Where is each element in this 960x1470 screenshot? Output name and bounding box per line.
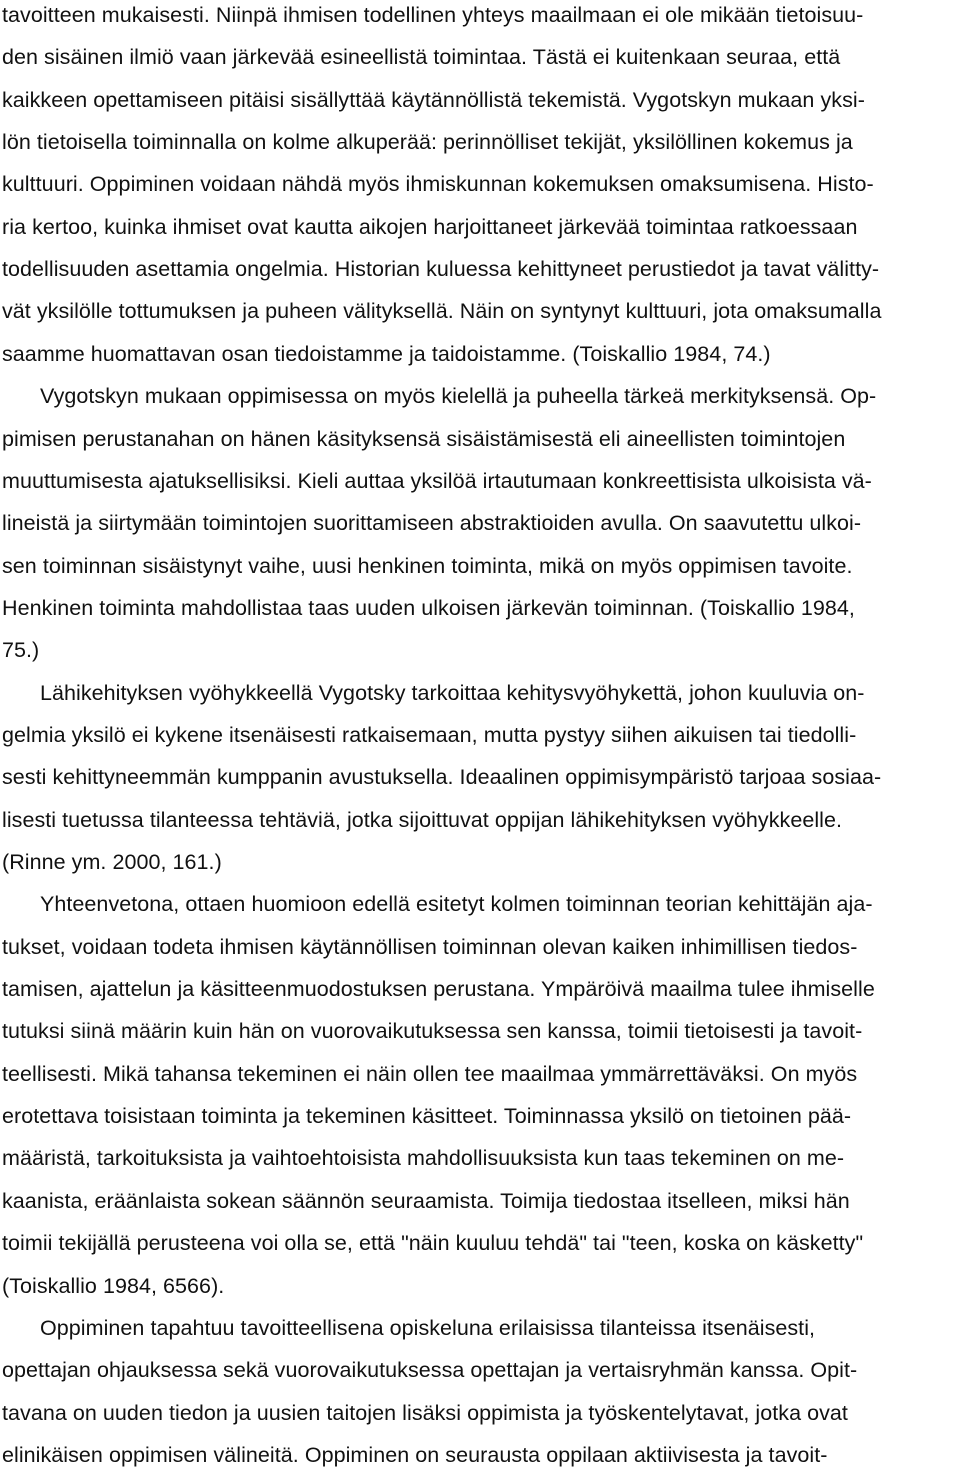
text-line: tavana on uuden tiedon ja uusien taitojen lisäksi oppimista ja työskentelytavat, jotka ovat [2,1400,848,1425]
text-line: kulttuuri. Oppiminen voidaan nähdä myös ihmiskunnan kokemuksen omaksumisena. Histo- [2,172,874,197]
text-line: kaanista, eräänlaista sokean säännön seuraamista. Toimija tiedostaa itselleen, miksi hän [2,1188,850,1213]
text-line: lisesti tuetussa tilanteessa tehtäviä, jotka sijoittuvat oppijan lähikehityksen vyöhykkeelle. [2,807,843,832]
text-line: Lähikehityksen vyöhykkeellä Vygotsky tarkoittaa kehitysvyöhykettä, johon kuuluvia on- [40,680,865,705]
text-line: vät yksilölle tottumuksen ja puheen välityksellä. Näin on syntynyt kulttuuri, jota omaksumalla [2,299,882,324]
text-line: Yhteenvetona, ottaen huomioon edellä esitetyt kolmen toiminnan teorian kehittäjän aja- [40,892,873,917]
text-line: lineistä ja siirtymään toimintojen suorittamiseen abstraktioiden avulla. On saavutettu ulkoi- [2,511,862,536]
text-line: toimii tekijällä perusteena voi olla se, että "näin kuuluu tehdä" tai "teen, koska on käsketty" [2,1231,864,1256]
text-line: todellisuuden asettamia ongelmia. Historian kuluessa kehittyneet perustiedot ja tavat välitty- [2,257,880,282]
text-line: elinikäisen oppimisen välineitä. Oppiminen on seurausta oppilaan aktiivisesta ja tavoit- [2,1442,828,1467]
text-line: sen toiminnan sisäistynyt vaihe, uusi henkinen toiminta, mikä on myös oppimisen tavoite. [2,553,853,578]
text-line: kaikkeen opettamiseen pitäisi sisällyttää käytännöllistä tekemistä. Vygotskyn mukaan yksi- [2,87,865,112]
text-line: muuttumisesta ajatuksellisiksi. Kieli auttaa yksilöä irtautumaan konkreettisista ulkoisista vä- [2,468,872,493]
text-line: ria kertoo, kuinka ihmiset ovat kautta aikojen harjoittaneet järkevää toimintaa ratkoessaan [2,214,858,239]
text-line: lön tietoisella toiminnalla on kolme alkuperää: perinnölliset tekijät, yksilöllinen kokemus ja [2,130,853,155]
text-line: opettajan ohjauksessa sekä vuorovaikutuksessa opettajan ja vertaisryhmän kanssa. Opit- [2,1358,858,1383]
text-line: Vygotskyn mukaan oppimisessa on myös kielellä ja puheella tärkeä merkityksensä. Op- [40,384,877,409]
text-line: pimisen perustanahan on hänen käsityksensä sisäistämisestä eli aineellisten toimintojen [2,426,846,451]
text-line: saamme huomattavan osan tiedoistamme ja taidoistamme. (Toiskallio 1984, 74.) [2,341,771,366]
text-line: (Toiskallio 1984, 6566). [2,1273,225,1298]
text-line: den sisäinen ilmiö vaan järkevää esineellistä toimintaa. Tästä ei kuitenkaan seuraa, että [2,45,841,70]
text-line: sesti kehittyneemmän kumppanin avustuksella. Ideaalinen oppimisympäristö tarjoaa sosiaa- [2,765,882,790]
text-line: tukset, voidaan todeta ihmisen käytännöllisen toiminnan olevan kaiken inhimillisen tiedos- [2,934,858,959]
text-line: (Rinne ym. 2000, 161.) [2,850,222,874]
text-line: 75.) [2,638,40,663]
text-line: tutuksi siinä määrin kuin hän on vuorovaikutuksessa sen kanssa, toimii tietoisesti ja tavoit- [2,1019,863,1044]
text-line: Henkinen toiminta mahdollistaa taas uuden ulkoisen järkevän toiminnan. (Toiskallio 1984, [2,595,855,620]
text-line: tavoitteen mukaisesti. Niinpä ihmisen todellinen yhteys maailmaan ei ole mikään tietoisuu- [2,3,864,27]
text-line: tamisen, ajattelun ja käsitteenmuodostuksen perustana. Ympäröivä maailma tulee ihmiselle [2,977,875,1002]
text-line: gelmia yksilö ei kykene itsenäisesti ratkaisemaan, mutta pystyy siihen aikuisen tai tiedolli- [2,722,857,747]
text-line: määristä, tarkoituksista ja vaihtoehtoisista mahdollisuuksista kun taas tekeminen on me- [2,1146,845,1171]
text-line: teellisesti. Mikä tahansa tekeminen ei näin ollen tee maailmaa ymmärrettäväksi. On myös [2,1061,858,1086]
text-line: Oppiminen tapahtuu tavoitteellisena opiskeluna erilaisissa tilanteissa itsenäisesti, [40,1315,816,1340]
text-line: erotettava toisistaan toiminta ja tekeminen käsitteet. Toiminnassa yksilö on tietoinen pää- [2,1104,852,1129]
